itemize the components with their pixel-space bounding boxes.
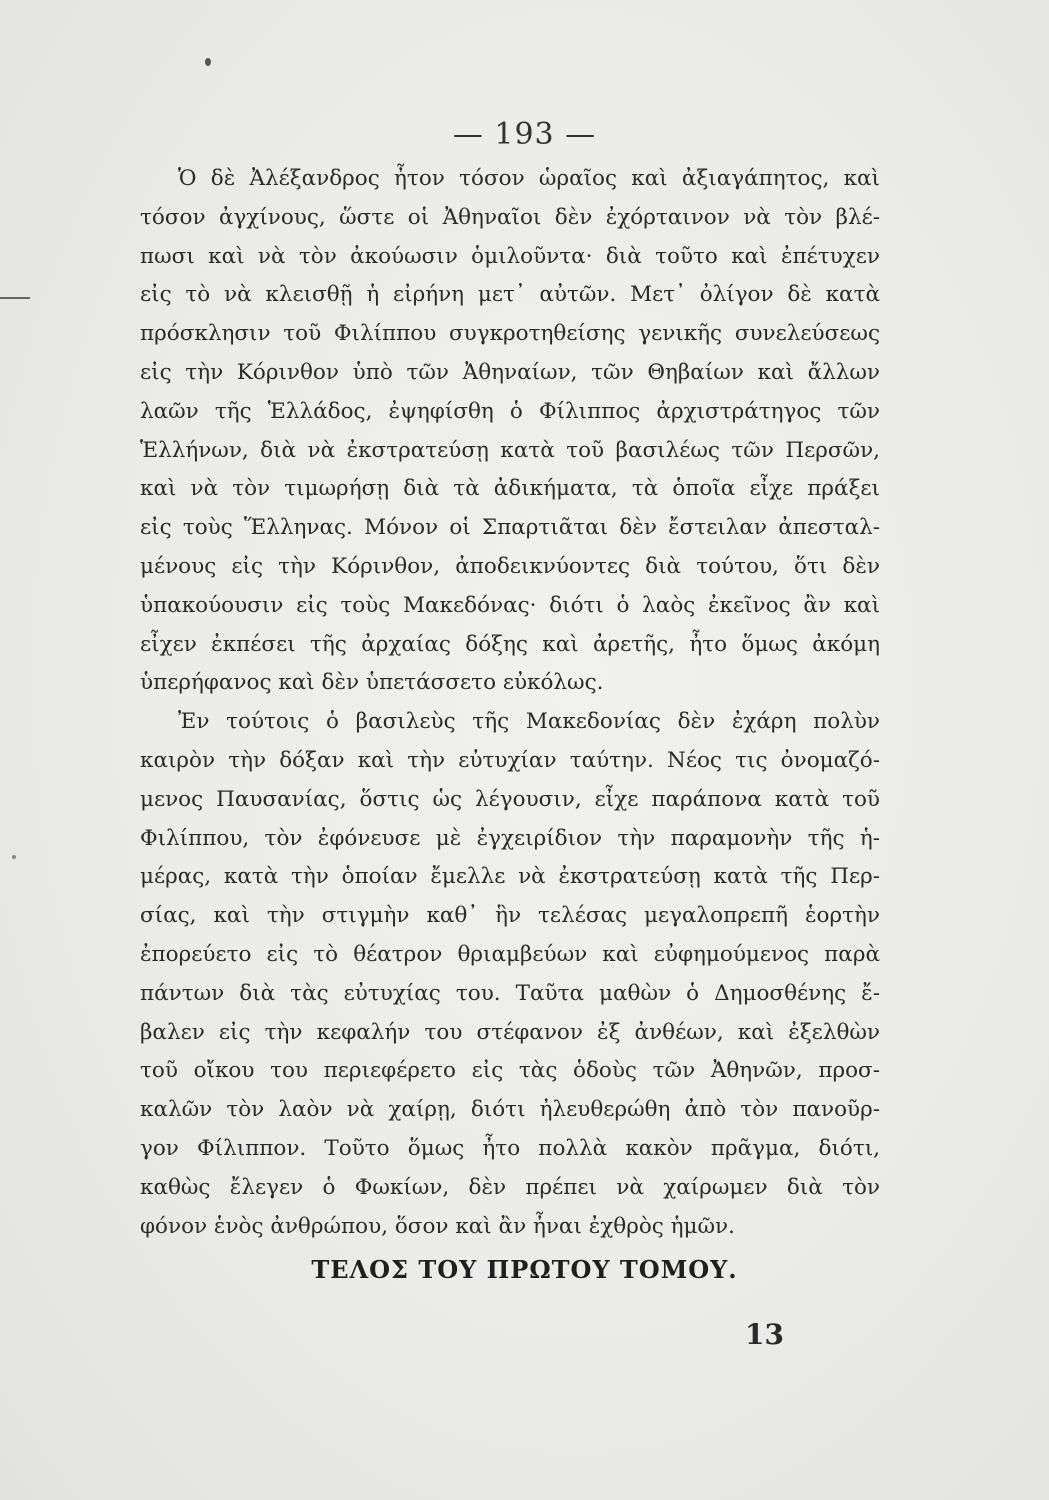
ink-speck-small xyxy=(12,855,16,859)
text-line: εἰς τὸ νὰ κλεισθῇ ἡ εἰρήνη μετ᾽ αὐτῶν. Μετ᾽ ὀλίγον δὲ κατὰ xyxy=(140,282,880,308)
text-line: ὑπερήφανος καὶ δὲν ὑπετάσσετο εὐκόλως. xyxy=(140,670,604,696)
text-line: Ἐν τούτοις ὁ βασιλεὺς τῆς Μακεδονίας δὲν ἐχάρη πολὺν xyxy=(178,709,880,735)
text-line: εἰς τὴν Κόρινθον ὑπὸ τῶν Ἀθηναίων, τῶν Θηβαίων καὶ ἄλλων xyxy=(140,359,880,385)
text-line: βαλεν εἰς τὴν κεφαλήν του στέφανον ἐξ ἀνθέων, καὶ ἐξελθὼν xyxy=(140,1019,880,1045)
text-line: μέρας, κατὰ τὴν ὁποίαν ἔμελλε νὰ ἐκστρατεύσῃ κατὰ τῆς Περ- xyxy=(140,864,880,890)
body-text xyxy=(140,160,880,1246)
text-line: λαῶν τῆς Ἑλλάδος, ἐψηφίσθη ὁ Φίλιππος ἀρχιστράτηγος τῶν xyxy=(140,398,880,424)
text-line: Ἑλλήνων, διὰ νὰ ἐκστρατεύσῃ κατὰ τοῦ βασιλέως τῶν Περσῶν, xyxy=(140,437,880,463)
text-line: Φιλίππου, τὸν ἐφόνευσε μὲ ἐγχειρίδιον τὴν παραμονὴν τῆς ἡ- xyxy=(140,825,880,851)
text-line: καθὼς ἔλεγεν ὁ Φωκίων, δὲν πρέπει νὰ χαίρωμεν διὰ τὸν xyxy=(140,1174,880,1200)
text-line: μενος Παυσανίας, ὅστις ὡς λέγουσιν, εἶχε παράπονα κατὰ τοῦ xyxy=(140,786,880,812)
text-line: καὶ νὰ τὸν τιμωρήσῃ διὰ τὰ ἀδικήματα, τὰ ὁποῖα εἶχε πράξει xyxy=(140,476,880,502)
paragraph xyxy=(140,160,880,703)
text-line: μένους εἰς τὴν Κόρινθον, ἀποδεικνύοντες διὰ τούτου, ὅτι δὲν xyxy=(140,553,880,579)
text-line: πρόσκλησιν τοῦ Φιλίππου συγκροτηθείσης γενικῆς συνελεύσεως xyxy=(140,321,880,347)
page-number: — 193 — xyxy=(452,117,597,152)
text-line: καιρὸν τὴν δόξαν καὶ τὴν εὐτυχίαν ταύτην. Νέος τις ὀνομαζό- xyxy=(140,747,880,773)
text-line: εἶχεν ἐκπέσει τῆς ἀρχαίας δόξης καὶ ἀρετῆς, ἦτο ὅμως ἀκόμη xyxy=(140,631,880,657)
text-line: εἰς τοὺς Ἕλληνας. Μόνον οἱ Σπαρτιᾶται δὲν ἔστειλαν ἀπεσταλ- xyxy=(140,515,880,541)
text-line: καλῶν τὸν λαὸν νὰ χαίρῃ, διότι ἠλευθερώθη ἀπὸ τὸν πανοῦρ- xyxy=(140,1097,880,1123)
text-line: σίας, καὶ τὴν στιγμὴν καθ᾽ ἣν τελέσας μεγαλοπρεπῆ ἑορτὴν xyxy=(140,903,880,929)
margin-mark xyxy=(0,297,30,299)
text-line: γον Φίλιππον. Τοῦτο ὅμως ἦτο πολλὰ κακὸν πρᾶγμα, διότι, xyxy=(140,1135,880,1161)
text-line: φόνον ἑνὸς ἀνθρώπου, ὅσον καὶ ἂν ἦναι ἐχθρὸς ἡμῶν. xyxy=(140,1213,735,1239)
text-line: πάντων διὰ τὰς εὐτυχίας του. Ταῦτα μαθὼν ὁ Δημοσθένης ἔ- xyxy=(140,980,880,1006)
ink-speck xyxy=(205,58,211,66)
text-line: ἐπορεύετο εἰς τὸ θέατρον θριαμβεύων καὶ εὐφημούμενος παρὰ xyxy=(140,941,880,967)
text-line: τόσον ἀγχίνους, ὥστε οἱ Ἀθηναῖοι δὲν ἐχόρταινον νὰ τὸν βλέ- xyxy=(140,204,880,230)
end-of-volume-title: ΤΕΛΟΣ ΤΟΥ ΠΡΩΤΟΥ ΤΟΜΟΥ. xyxy=(311,1255,738,1284)
paragraph xyxy=(140,703,880,1246)
text-line: πωσι καὶ νὰ τὸν ἀκούωσιν ὁμιλοῦντα· διὰ τοῦτο καὶ ἐπέτυχεν xyxy=(140,243,880,269)
text-line: τοῦ οἴκου του περιεφέρετο εἰς τὰς ὁδοὺς τῶν Ἀθηνῶν, προσ- xyxy=(140,1058,880,1084)
text-line: Ὁ δὲ Ἀλέξανδρος ἦτον τόσον ὡραῖος καὶ ἀξιαγάπητος, καὶ xyxy=(178,166,880,191)
text-line: ὑπακούουσιν εἰς τοὺς Μακεδόνας· διότι ὁ λαὸς ἐκεῖνος ἂν καὶ xyxy=(140,592,880,618)
signature-mark: 13 xyxy=(745,1318,784,1351)
